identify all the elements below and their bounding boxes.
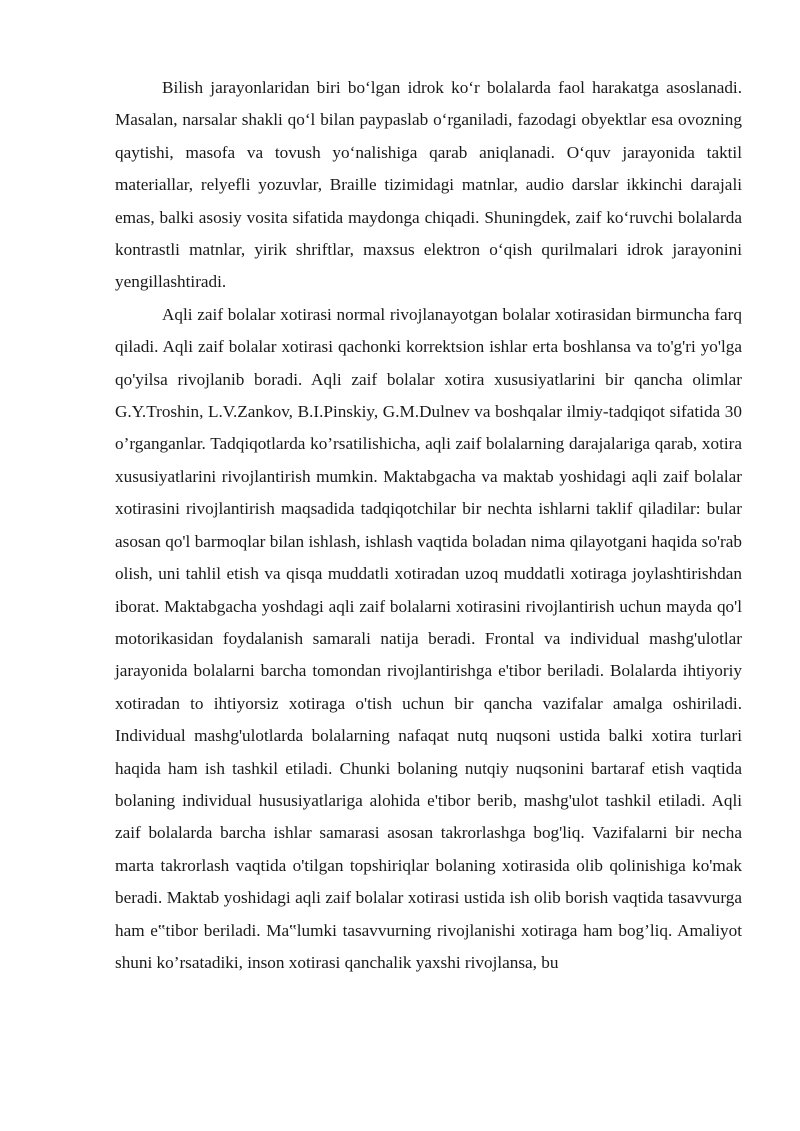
paragraph-perception-blind-children: Bilish jarayonlaridan biri bo‘lgan idrok ko‘r bolalarda faol harakatga asoslanadi. Masalan, narsalar shakli qo‘l bilan paypaslab o‘rganiladi, fazodagi obyektlar esa ovozning qaytishi, masofa va tovush yo‘nalishiga qarab aniqlanadi. O‘quv jarayonida taktil materiallar, relyefli yozuvlar, Braille tizimidagi matnlar, audio darslar ikkinchi darajali emas, balki asosiy vosita sifatida maydonga chiqadi. Shuningdek, zaif ko‘ruvchi bolalarda kontrastli matnlar, yirik shriftlar, maxsus elektron o‘qish qurilmalari idrok jarayonini yengillashtiradi. <box>115 78 742 292</box>
document-page <box>115 72 742 979</box>
paragraph-memory-intellectual-disability: Aqli zaif bolalar xotirasi normal rivojlanayotgan bolalar xotirasidan birmuncha farq qiladi. Aqli zaif bolalar xotirasi qachonki korrektsion ishlar erta boshlansa va to'g'ri yo'lga qo'yilsa rivojlanib boradi. Aqli zaif bolalar xotira xususiyatlarini bir qancha olimlar G.Y.Troshin, L.V.Zankov, B.I.Pinskiy, G.M.Dulnev va boshqalar ilmiy-tadqiqot sifatida 30 o’rganganlar. Tadqiqotlarda ko’rsatilishicha, aqli zaif bolalarning darajalariga qarab, xotira xususiyatlarini rivojlantirish mumkin. Maktabgacha va maktab yoshidagi aqli zaif bolalar xotirasini rivojlantirish maqsadida tadqiqotchilar bir nechta ishlarni taklif qiladilar: bular asosan qo'l barmoqlar bilan ishlash, ishlash vaqtida boladan nima qilayotgani haqida so'rab olish, uni tahlil etish va qisqa muddatli xotiradan uzoq muddatli xotiraga joylashtirishdan iborat. Maktabgacha yoshdagi aqli zaif bolalarni xotirasini rivojlantirish uchun mayda qo'l motorikasidan foydalanish samarali natija beradi. Frontal va individual mashg'ulotlar jarayonida bolalarni barcha tomondan rivojlantirishga e'tibor beriladi. Bolalarda ihtiyoriy xotiradan to ihtiyorsiz xotiraga o'tish uchun bir qancha vazifalar amalga oshiriladi. Individual mashg'ulotlarda bolalarning nafaqat nutq nuqsoni ustida balki xotira turlari haqida ham ish tashkil etiladi. Chunki bolaning nutqiy nuqsonini bartaraf etish vaqtida bolaning individual hususiyatlariga alohida e'tibor berib, mashg'ulot tashkil etiladi. Aqli zaif bolalarda barcha ishlar samarasi asosan takrorlashga bog'liq. Vazifalarni bir necha marta takrorlash vaqtida o'tilgan topshiriqlar bolaning xotirasida olib qolinishiga ko'mak beradi. Maktab yoshidagi aqli zaif bolalar xotirasi ustida ish olib borish vaqtida tasavvurga ham e‟tibor beriladi. Ma‟lumki tasavvurning rivojlanishi xotiraga ham bog’liq. Amaliyot shuni ko’rsatadiki, inson xotirasi qanchalik yaxshi rivojlansa, bu <box>115 304 742 972</box>
